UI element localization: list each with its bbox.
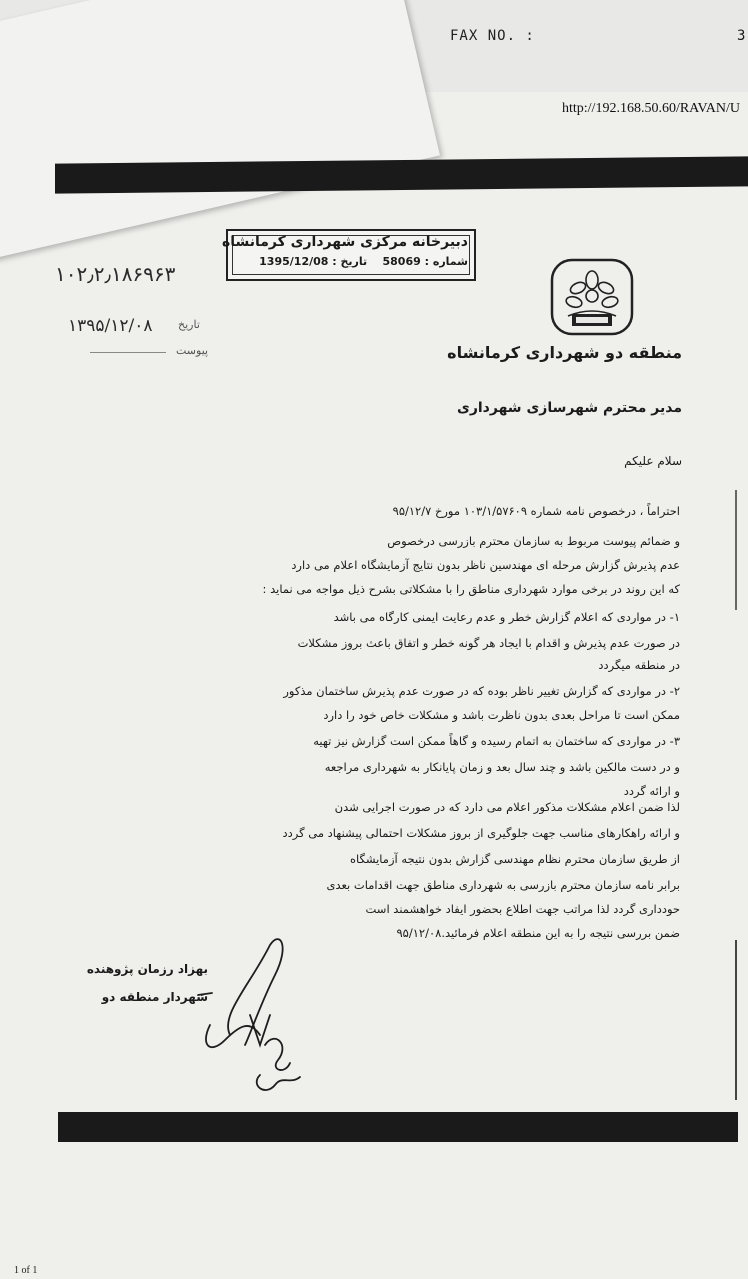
stamp-number: 58069 (382, 255, 421, 268)
page-counter: 1 of 1 (14, 1265, 38, 1276)
source-url: http://192.168.50.60/RAVAN/U (562, 101, 741, 116)
fax-page-number: 3 (737, 28, 746, 44)
letter-date-handwritten: ۱۳۹۵/۱۲/۰۸ (68, 316, 153, 336)
stamp-title: دبیرخانه مرکزی شهرداری کرمانشاه (221, 234, 468, 250)
stamp-number-label: شماره : (424, 255, 468, 268)
date-field-label: تاریخ (178, 318, 200, 331)
addressee: مدیر محترم شهرسازی شهرداری (456, 400, 682, 416)
edge-mark (735, 940, 737, 1100)
attachment-field-label: پیوست (176, 344, 209, 357)
edge-mark (735, 490, 737, 610)
handwritten-signature (190, 925, 320, 1100)
stamp-date: 1395/12/08 (259, 255, 329, 268)
fax-number-label: FAX NO. : (450, 28, 535, 44)
stamp-details (259, 255, 468, 268)
greeting: سلام علیکم (624, 454, 682, 468)
registration-stamp (221, 229, 476, 281)
signatory-name: بهزاد رزمان پژوهنده (86, 962, 208, 976)
organization-name: منطقه دو شهرداری کرمانشاه (447, 343, 682, 362)
bottom-scan-bar (58, 1112, 738, 1142)
stamp-date-label: تاریخ : (332, 255, 368, 268)
signatory-title: شهردار منطقه دو (101, 990, 208, 1004)
attachment-line (90, 352, 166, 353)
letter-number-handwritten: ۱۰۲٫۲٫۱۸۶۹۶۳ (55, 262, 176, 286)
municipality-emblem-icon (550, 258, 634, 336)
